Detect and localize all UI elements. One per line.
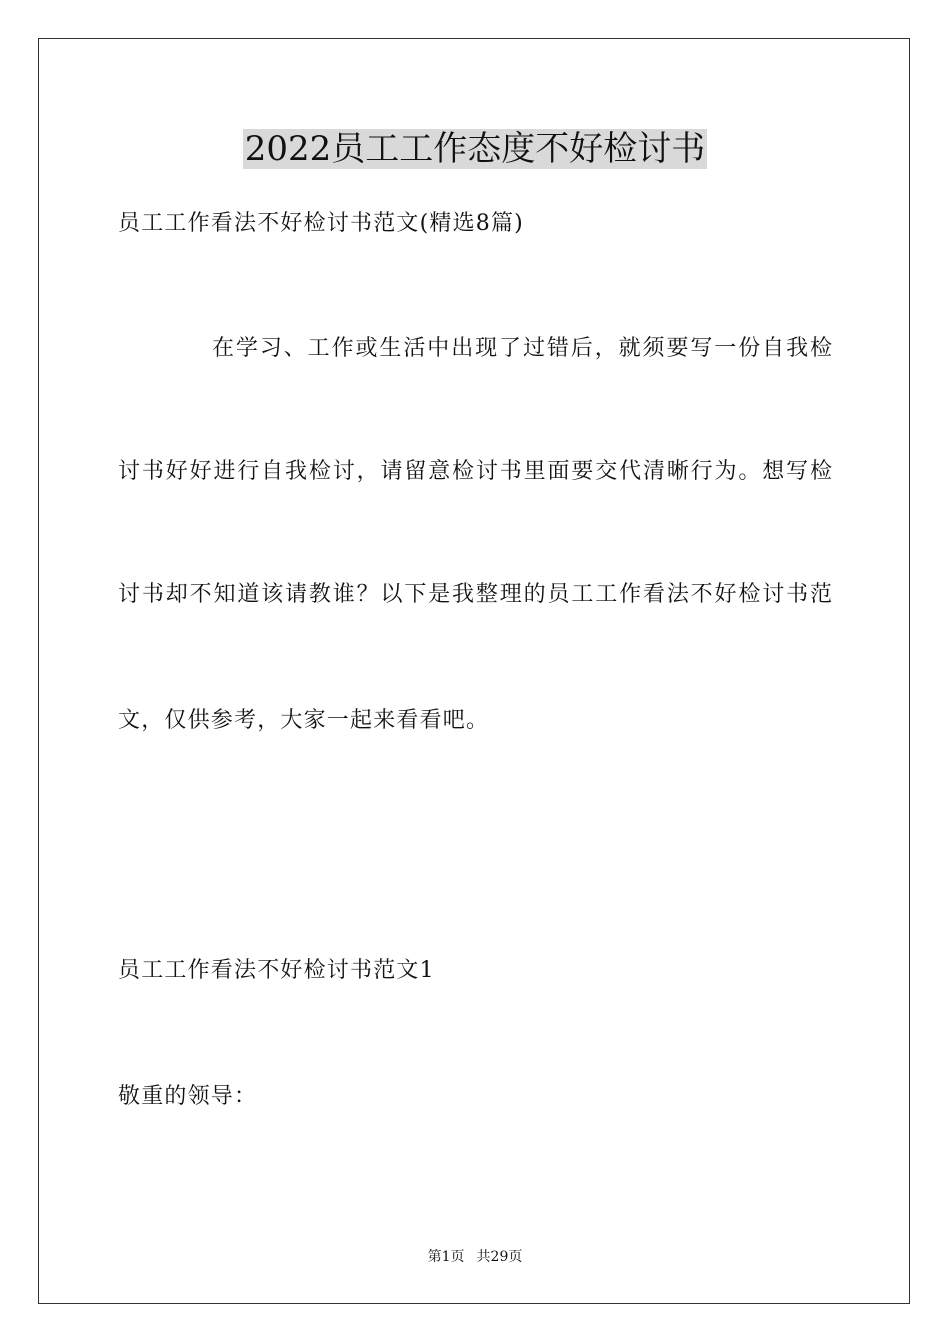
- document-title: [0, 124, 950, 174]
- document-title-text: 2022员工工作态度不好检讨书: [244, 129, 706, 169]
- document-subtitle: 员工工作看法不好检讨书范文(精选8篇): [118, 211, 524, 236]
- intro-line-2: 讨书好好进行自我检讨，请留意检讨书里面要交代清晰行为。想写检: [118, 459, 832, 484]
- page-total: 共29页: [476, 1249, 523, 1265]
- page-footer: [0, 1247, 950, 1267]
- intro-line-4: 文，仅供参考，大家一起来看看吧。: [118, 708, 490, 733]
- salutation: 敬重的领导：: [118, 1084, 258, 1109]
- section-heading: 员工工作看法不好检讨书范文1: [118, 958, 435, 983]
- intro-line-3: 讨书却不知道该请教谁？以下是我整理的员工工作看法不好检讨书范: [118, 582, 832, 607]
- intro-line-1: 在学习、工作或生活中出现了过错后，就须要写一份自我检: [212, 336, 832, 361]
- page-number: 第1页: [427, 1249, 465, 1265]
